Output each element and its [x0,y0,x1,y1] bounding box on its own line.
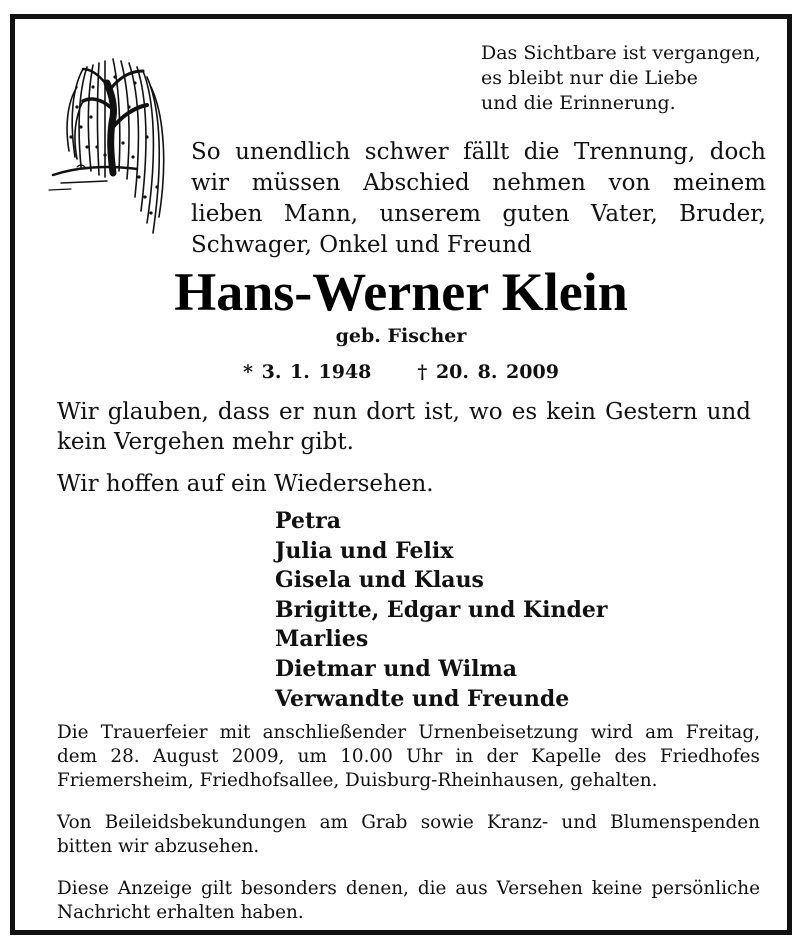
belief-text: Wir glauben, dass er nun dort ist, wo es kein Gestern und kein Vergehen mehr gibt. [57,399,751,455]
condolences-notice: Von Beileidsbekundungen am Grab sowie Kranz- und Blumenspenden bitten wir abzusehen. [57,812,760,857]
quote-line: Das Sichtbare ist vergangen, [481,42,761,64]
birth-name: geb. Fischer [335,325,467,347]
weeping-willow-icon [47,47,177,237]
mourner-entry: Julia und Felix [275,537,454,564]
memorial-quote [481,41,781,116]
mourner-entry: Dietmar und Wilma [275,655,517,682]
mourners-list [275,507,755,714]
quote-line: es bleibt nur die Liebe [481,67,698,89]
obituary-frame [10,14,792,935]
mourner-entry: Verwandte und Freunde [275,685,570,712]
thanks-notice: Diese Anzeige gilt besonders denen, die aus Versehen keine persönliche Nachricht erhalten haben. [57,878,760,923]
intro-text: So unendlich schwer fällt die Trennung, doch wir müssen Abschied nehmen von meinem lieben Mann, unserem guten Vater, Bruder, Schwager, Onkel und Freund [191,139,766,258]
death-date: † 20. 8. 2009 [417,361,559,383]
birth-date: * 3. 1. 1948 [243,361,372,383]
mourner-entry: Gisela und Klaus [275,567,484,594]
mourner-entry: Brigitte, Edgar und Kinder [275,596,608,623]
life-dates [15,359,787,385]
mourner-entry: Marlies [275,626,369,653]
deceased-name: Hans-Werner Klein [174,262,628,322]
mourner-entry: Petra [275,508,341,534]
hope-text: Wir hoffen auf ein Wiedersehen. [57,471,434,497]
ceremony-notice: Die Trauerfeier mit anschließender Urnenbeisetzung wird am Freitag, dem 28. August 2009, um 10.00 Uhr in der Kapelle des Friedhofes Friemersheim, Friedhofsallee, Duisburg-Rheinhausen, gehalten. [57,722,760,791]
quote-line: und die Erinnerung. [481,92,676,114]
